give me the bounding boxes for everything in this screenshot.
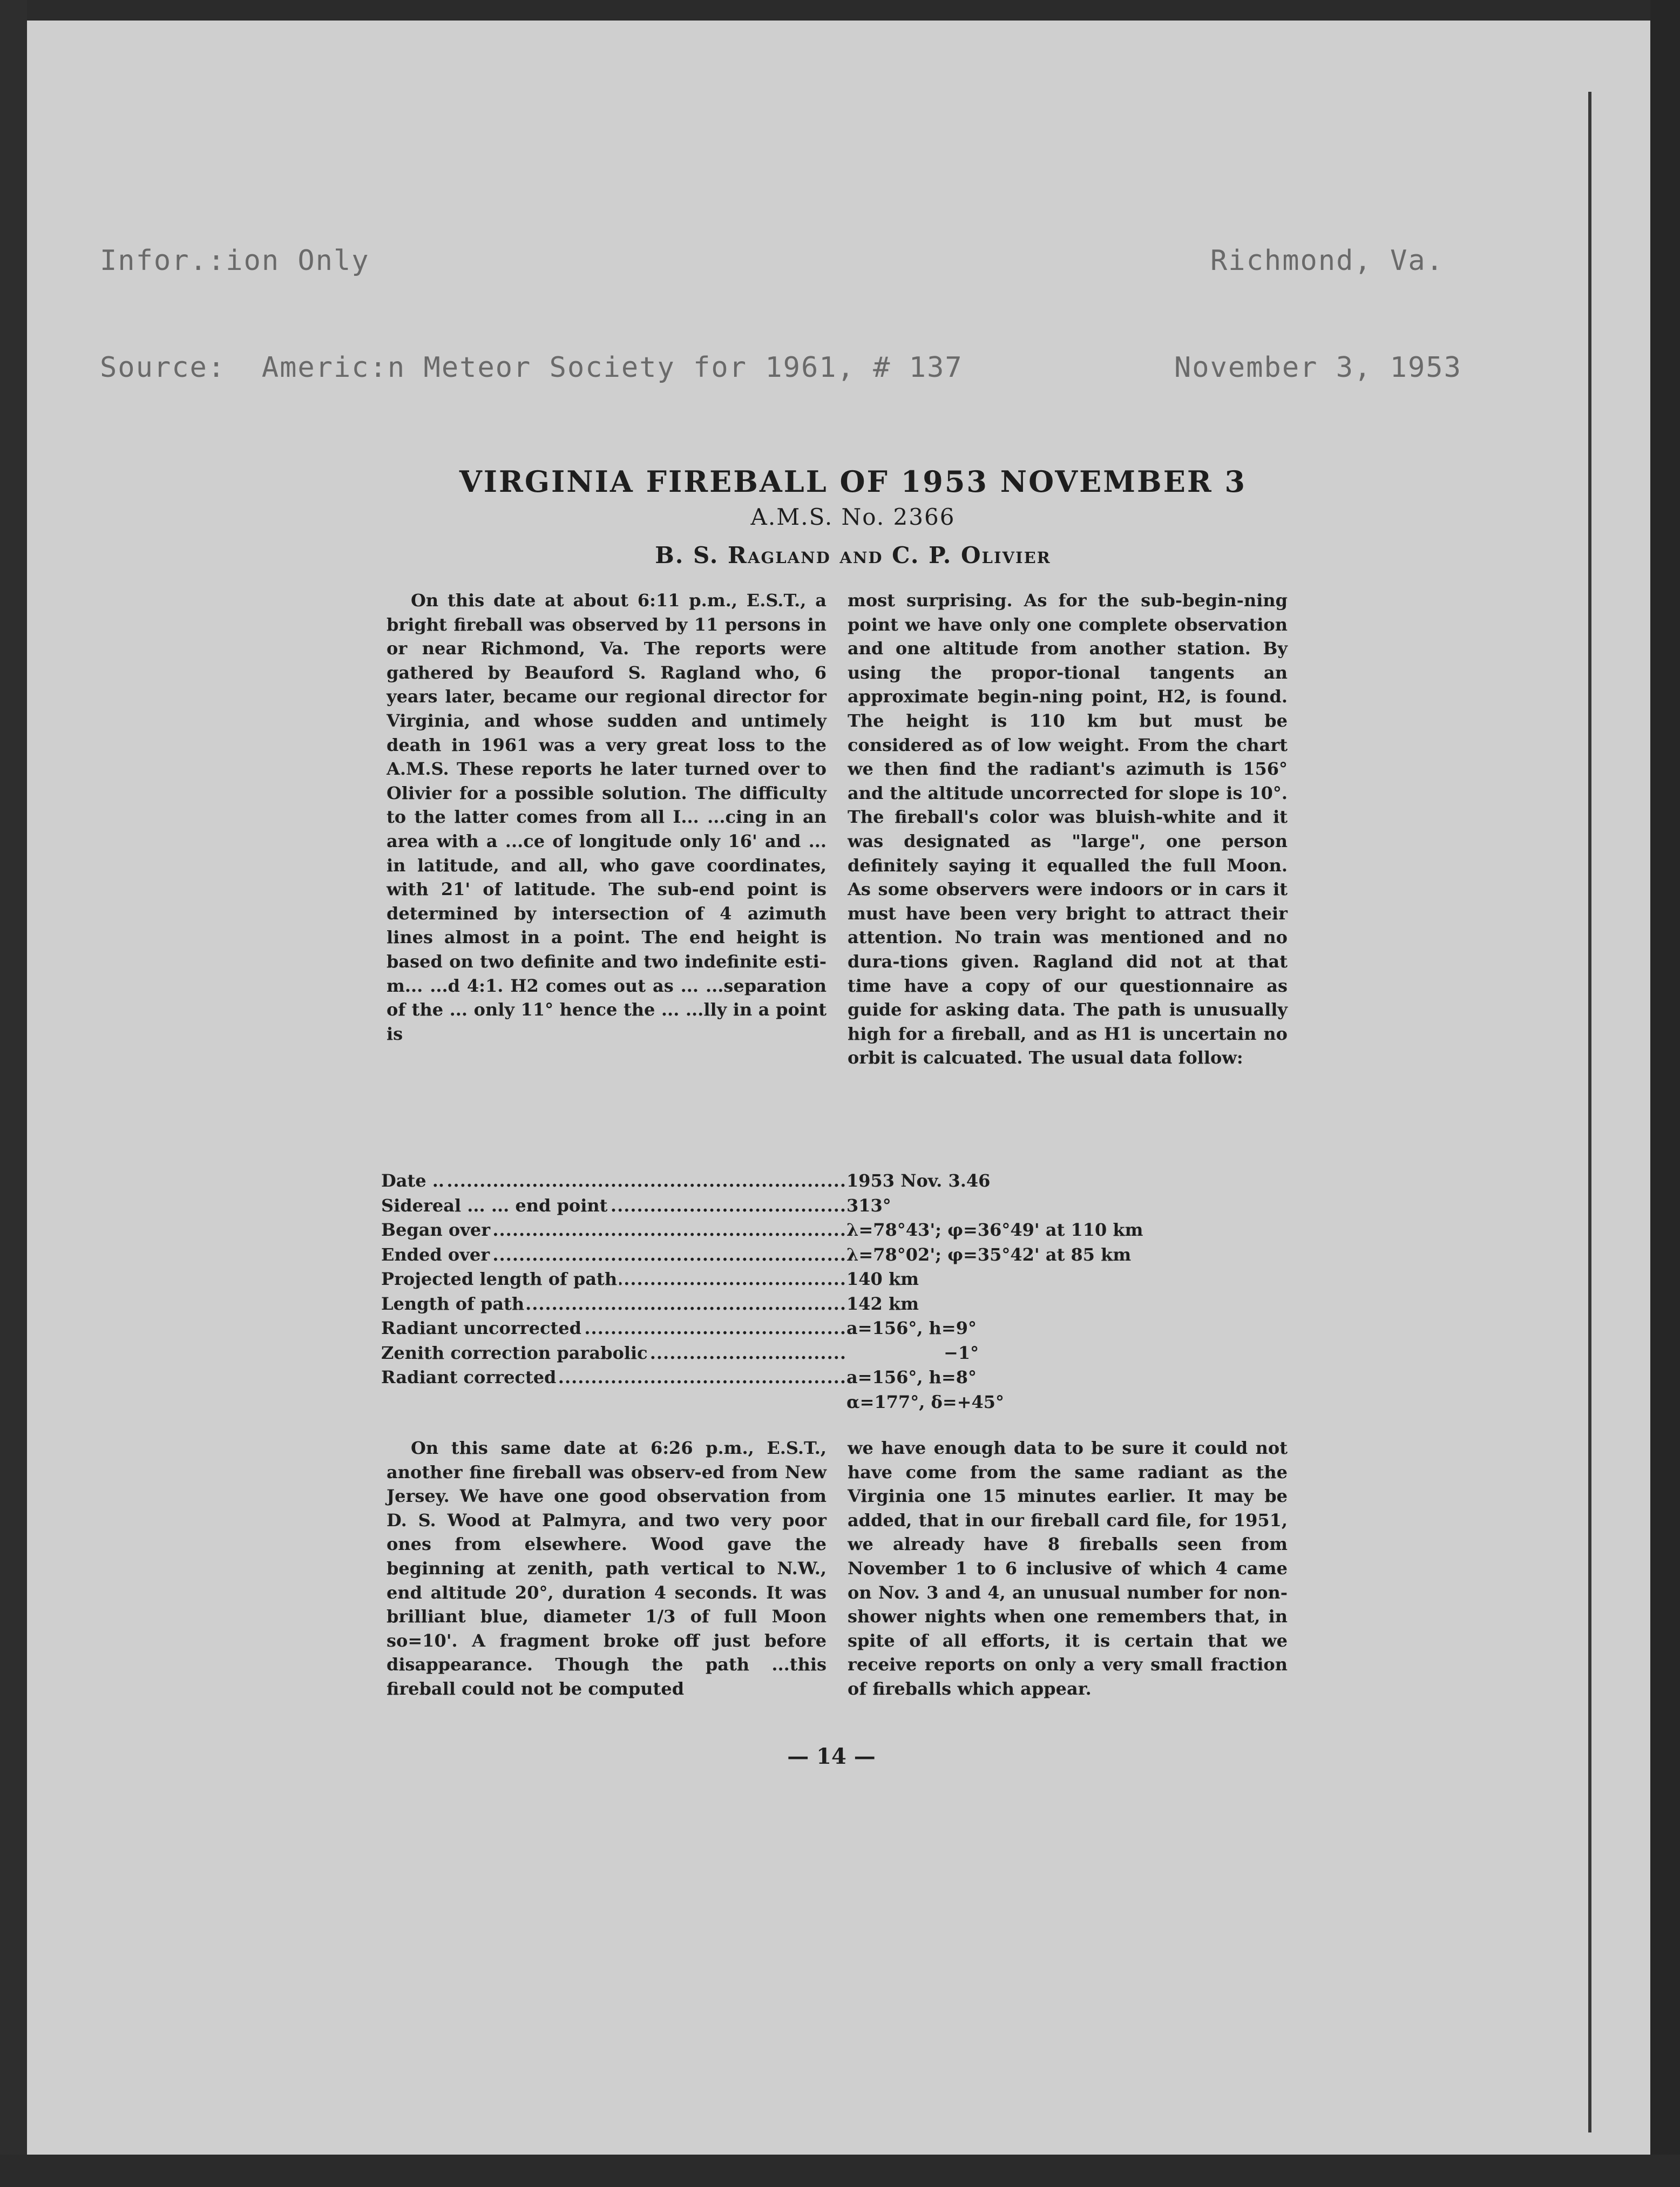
column-4-text: we have enough data to be sure it could not have come from the same radiant as the Virginia one 15 minutes earlier. It may be added, that in our fireball card file, for 1951, we already have 8 fireballs seen from November 1 to 6 inclusive of which 4 came on Nov. 3 and 4, an unusual number for non-shower nights when one remembers that, in spite of all efforts, it is certain that we receive reports on only a very small fraction of fireballs which appear. <box>848 1438 1288 1699</box>
typed-header-right <box>1174 172 1462 457</box>
typed-header-left <box>100 172 963 457</box>
article-heading <box>389 464 1317 572</box>
page-number: — 14 — <box>787 1744 876 1769</box>
table-row: Radiant corrected ..... a=156°, h=8° <box>381 1365 1299 1390</box>
typed-source-line: Source: Americ:n Meteor Society for 1961, # 137 <box>100 351 963 384</box>
scan-border-left <box>0 0 27 2187</box>
typed-date-line: November 3, 1953 <box>1174 351 1462 384</box>
table-row: Sidereal ... ... end point ..... 313° <box>381 1194 1299 1218</box>
column-2-text: most surprising. As for the sub-begin-ning point we have only one complete observation and one altitude from another station. By using the propor-tional tangents an approximate begin-ning point, H2, is found. The height is 110 km but must be considered as of low weight. From the chart we then find the radiant's azimuth is 156° and the altitude uncorrected for slope is 10°. The fireball's color was bluish-white and it was designated as "large", one person definitely saying it equalled the full Moon. As some observers were indoors or in cars it must have been very bright to attract their attention. No train was mentioned and no dura-tions given. Ragland did not at that time have a copy of our questionnaire as guide for asking data. The path is unusually high for a fireball, and as H1 is uncertain no orbit is calcuated. The usual data follow: <box>848 590 1288 1068</box>
page-fold-line <box>1588 92 1591 2132</box>
table-row: α=177°, δ=+45° <box>846 1391 1005 1412</box>
fireball-data-table <box>381 1169 1299 1414</box>
article-subtitle: A.M.S. No. 2366 <box>750 504 956 530</box>
table-row: Ended over ..... λ=78°02'; φ=35°42' at 85 km <box>381 1243 1299 1268</box>
scan-border-right <box>1650 0 1680 2187</box>
scan-border-top <box>0 0 1680 21</box>
typed-location-line: Richmond, Va. <box>1210 245 1444 277</box>
table-row: Length of path ..... 142 km <box>381 1292 1299 1317</box>
table-row: Zenith correction parabolic ..... −1° <box>381 1341 1299 1366</box>
column-1-text: On this date at about 6:11 p.m., E.S.T., a bright fireball was observed by 11 persons in or near Richmond, Va. The reports were gathered by Beauford S. Ragland who, 6 years later, became our regional director for Virginia, and whose sudden and untimely death in 1961 was a very great loss to the A.M.S. These reports he later turned over to Olivier for a possible solution. The difficulty to the latter comes from all I... ...cing in an area with a ...ce of longitude only 16' and ... in latitude, and all, who gave coordinates, with 21' of latitude. The sub-end point is determined by intersection of 4 azimuth lines almost in a point. The end height is based on two definite and two indefinite esti-m... ...d 4:1. H2 comes out as ... ...separation of the ... only 11° hence the ... ...lly in a point is <box>387 590 827 1044</box>
table-row: Projected length of path ..... 140 km <box>381 1267 1299 1292</box>
article-title: VIRGINIA FIREBALL OF 1953 NOVEMBER 3 <box>459 464 1247 499</box>
table-row: Began over ..... λ=78°43'; φ=36°49' at 110 km <box>381 1218 1299 1243</box>
column-3-text: On this same date at 6:26 p.m., E.S.T., another fine fireball was observ-ed from New Jersey. We have one good observation from D. S. Wood at Palmyra, and two very poor ones from elsewhere. Wood gave the beginning at zenith, path vertical to N.W., end altitude 20°, duration 4 seconds. It was brilliant blue, diameter 1/3 of full Moon so=10'. A fragment broke off just before disappearance. Though the path ...this fireball could not be computed <box>387 1438 827 1699</box>
table-row: Radiant uncorrected ..... a=156°, h=9° <box>381 1316 1299 1341</box>
table-row: Date .. ..... 1953 Nov. 3.46 <box>381 1169 1299 1194</box>
scan-border-bottom <box>0 2155 1680 2187</box>
article-authors: B. S. Ragland and C. P. Olivier <box>655 542 1051 568</box>
typed-info-line: Infor.:ion Only <box>100 245 370 277</box>
